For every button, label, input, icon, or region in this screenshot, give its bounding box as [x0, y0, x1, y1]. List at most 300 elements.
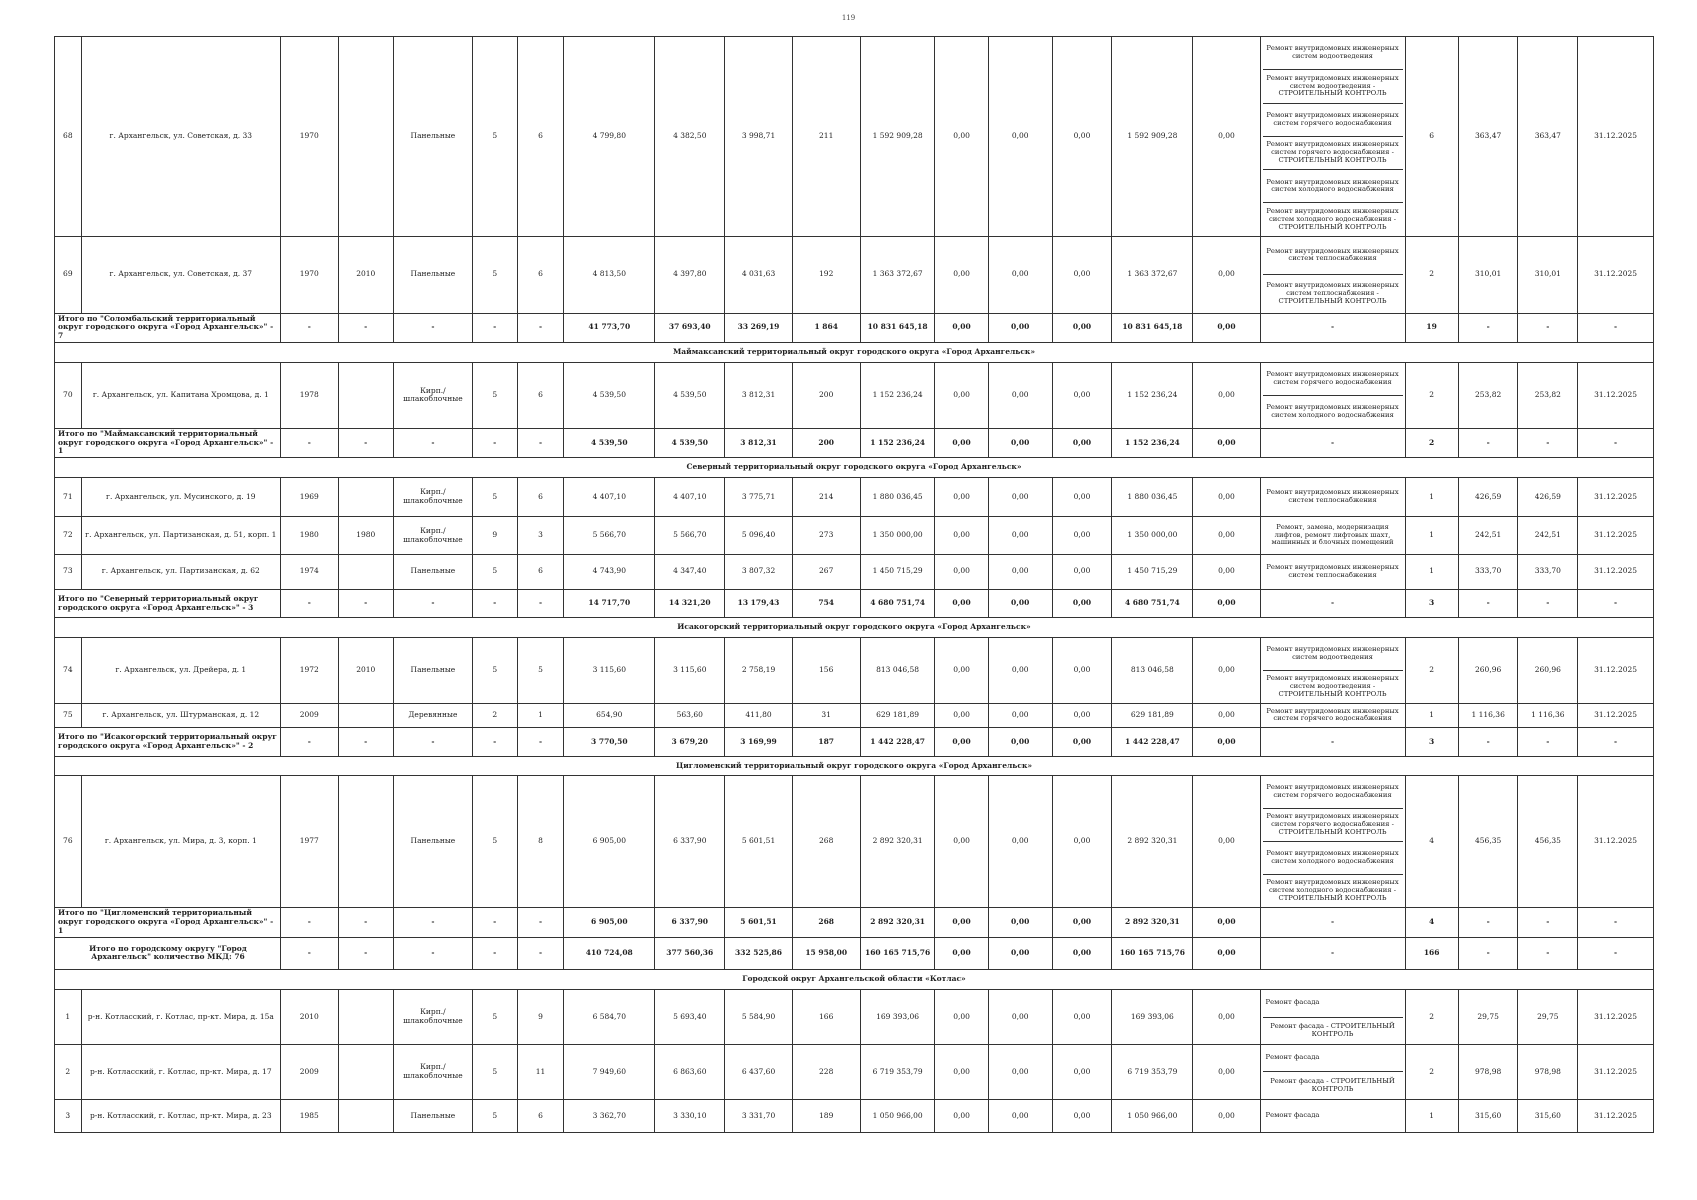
- table-row: [55, 554, 1654, 589]
- work-item: Ремонт внутридомовых инженерных систем холодного водоснабжения - СТРОИТЕЛЬНЫЙ КОНТРОЛЬ: [1266, 878, 1399, 902]
- cell-wcount: 4: [1405, 776, 1458, 908]
- cell-residents: 268: [792, 776, 860, 908]
- total-c5: 0,00: [1193, 313, 1260, 342]
- cell-floors: 5: [472, 362, 517, 428]
- total-area-all: 377 560,36: [655, 937, 725, 970]
- works-list: [1263, 638, 1403, 703]
- cell-u2: 260,96: [1518, 638, 1578, 704]
- table-row: [55, 1045, 1654, 1100]
- cell-u2: 1 116,36: [1518, 703, 1578, 727]
- total-residents: 187: [792, 728, 860, 757]
- cell-c1: 0,00: [935, 1045, 988, 1100]
- repair-register-table: [54, 36, 1654, 1133]
- empty-cell: -: [1458, 589, 1518, 618]
- cell-year-rec: [338, 554, 393, 589]
- total-label: Итого по городскому округу "Город Архангельск" количество МКД: 76: [55, 937, 281, 970]
- cell-year-rec: [338, 1045, 393, 1100]
- cell-c5: 0,00: [1193, 517, 1260, 554]
- work-item: Ремонт внутридомовых инженерных систем теплоснабжения: [1263, 237, 1403, 275]
- cell-cost-total: 2 892 320,31: [860, 776, 935, 908]
- subtotal-row: [55, 908, 1654, 937]
- cell-num: 1: [55, 990, 82, 1045]
- cell-c2: 0,00: [988, 776, 1052, 908]
- cell-year-built: 2009: [280, 1045, 338, 1100]
- empty-cell: -: [1260, 728, 1405, 757]
- cell-c1: 0,00: [935, 517, 988, 554]
- cell-addr: р-н. Котласский, г. Котлас, пр-кт. Мира, д. 17: [81, 1045, 280, 1100]
- cell-wcount: 2: [1405, 990, 1458, 1045]
- cell-year-built: 1985: [280, 1099, 338, 1132]
- work-item: Ремонт внутридомовых инженерных систем холодного водоснабжения: [1263, 170, 1403, 203]
- total-c1: 0,00: [935, 937, 988, 970]
- cell-area-total: 3 115,60: [564, 638, 655, 704]
- cell-c3: 0,00: [1052, 776, 1112, 908]
- total-c1: 0,00: [935, 589, 988, 618]
- cell-area-res: 3 331,70: [725, 1099, 792, 1132]
- total-c5: 0,00: [1193, 589, 1260, 618]
- cell-c2: 0,00: [988, 517, 1052, 554]
- empty-cell: -: [472, 313, 517, 342]
- total-c2: 0,00: [988, 428, 1052, 457]
- cell-c4: 1 592 909,28: [1112, 37, 1193, 237]
- cell-u1: 1 116,36: [1458, 703, 1518, 727]
- cell-u2: 29,75: [1518, 990, 1578, 1045]
- cell-area-all: 563,60: [655, 703, 725, 727]
- work-item: Ремонт внутридомовых инженерных систем водоотведения: [1263, 37, 1403, 70]
- cell-wcount: 2: [1405, 1045, 1458, 1100]
- cell-cost-total: 1 880 036,45: [860, 477, 935, 517]
- cell-u1: 333,70: [1458, 554, 1518, 589]
- cell-year-built: 1980: [280, 517, 338, 554]
- empty-cell: -: [1518, 908, 1578, 937]
- cell-year-built: 2010: [280, 990, 338, 1045]
- cell-area-total: 4 813,50: [564, 236, 655, 313]
- empty-cell: -: [517, 313, 564, 342]
- empty-cell: -: [1578, 728, 1654, 757]
- total-c5: 0,00: [1193, 908, 1260, 937]
- total-c4: 1 442 228,47: [1112, 728, 1193, 757]
- cell-u1: 29,75: [1458, 990, 1518, 1045]
- cell-area-all: 3 115,60: [655, 638, 725, 704]
- total-c3: 0,00: [1052, 728, 1112, 757]
- works-list: [1263, 478, 1403, 517]
- cell-num: 70: [55, 362, 82, 428]
- total-work-count: 19: [1405, 313, 1458, 342]
- works-cell: [1260, 776, 1405, 908]
- cell-cost-total: 1 152 236,24: [860, 362, 935, 428]
- cell-area-res: 5 601,51: [725, 776, 792, 908]
- empty-cell: -: [1458, 728, 1518, 757]
- cell-walls: Кирп./шлакоблочные: [393, 362, 472, 428]
- cell-date: 31.12.2025: [1578, 554, 1654, 589]
- works-list: [1263, 555, 1403, 589]
- cell-c2: 0,00: [988, 37, 1052, 237]
- empty-cell: -: [393, 313, 472, 342]
- cell-c2: 0,00: [988, 236, 1052, 313]
- total-c3: 0,00: [1052, 937, 1112, 970]
- cell-u1: 253,82: [1458, 362, 1518, 428]
- works-cell: [1260, 638, 1405, 704]
- cell-year-rec: [338, 37, 393, 237]
- cell-c1: 0,00: [935, 477, 988, 517]
- work-item: Ремонт фасада - СТРОИТЕЛЬНЫЙ КОНТРОЛЬ: [1270, 1076, 1395, 1093]
- work-item: Ремонт внутридомовых инженерных систем теплоснабжения: [1266, 562, 1399, 579]
- cell-year-rec: [338, 990, 393, 1045]
- cell-year-built: 1974: [280, 554, 338, 589]
- total-area-all: 3 679,20: [655, 728, 725, 757]
- cell-c5: 0,00: [1193, 990, 1260, 1045]
- works-cell: [1260, 990, 1405, 1045]
- empty-cell: -: [1260, 937, 1405, 970]
- cell-area-res: 6 437,60: [725, 1045, 792, 1100]
- cell-wcount: 6: [1405, 37, 1458, 237]
- empty-cell: -: [338, 313, 393, 342]
- cell-c3: 0,00: [1052, 703, 1112, 727]
- total-area-res: 33 269,19: [725, 313, 792, 342]
- works-list: [1263, 776, 1403, 907]
- empty-cell: -: [338, 937, 393, 970]
- cell-c5: 0,00: [1193, 236, 1260, 313]
- cell-cost-total: 1 450 715,29: [860, 554, 935, 589]
- empty-cell: -: [1578, 428, 1654, 457]
- empty-cell: -: [1458, 937, 1518, 970]
- cell-year-rec: 2010: [338, 638, 393, 704]
- cell-date: 31.12.2025: [1578, 477, 1654, 517]
- cell-wcount: 1: [1405, 703, 1458, 727]
- cell-cost-total: 1 363 372,67: [860, 236, 935, 313]
- empty-cell: -: [1260, 908, 1405, 937]
- cell-c4: 2 892 320,31: [1112, 776, 1193, 908]
- cell-area-all: 5 693,40: [655, 990, 725, 1045]
- cell-wcount: 2: [1405, 362, 1458, 428]
- empty-cell: -: [517, 589, 564, 618]
- total-area-total: 4 539,50: [564, 428, 655, 457]
- cell-residents: 200: [792, 362, 860, 428]
- cell-c5: 0,00: [1193, 37, 1260, 237]
- cell-c2: 0,00: [988, 638, 1052, 704]
- total-label: Итого по "Северный территориальный округ городского округа «Город Архангельск»" - 3: [55, 589, 281, 618]
- cell-walls: Кирп./шлакоблочные: [393, 517, 472, 554]
- empty-cell: -: [393, 937, 472, 970]
- cell-c3: 0,00: [1052, 1099, 1112, 1132]
- empty-cell: -: [1458, 428, 1518, 457]
- cell-u1: 315,60: [1458, 1099, 1518, 1132]
- total-c4: 160 165 715,76: [1112, 937, 1193, 970]
- works-cell: [1260, 554, 1405, 589]
- table-row: [55, 517, 1654, 554]
- cell-num: 74: [55, 638, 82, 704]
- cell-entrances: 5: [517, 638, 564, 704]
- cell-cost-total: 813 046,58: [860, 638, 935, 704]
- cell-year-built: 2009: [280, 703, 338, 727]
- cell-c2: 0,00: [988, 477, 1052, 517]
- cell-residents: 228: [792, 1045, 860, 1100]
- cell-area-total: 6 584,70: [564, 990, 655, 1045]
- cell-c4: 6 719 353,79: [1112, 1045, 1193, 1100]
- cell-u2: 426,59: [1518, 477, 1578, 517]
- cell-c4: 1 880 036,45: [1112, 477, 1193, 517]
- cell-area-all: 5 566,70: [655, 517, 725, 554]
- cell-wcount: 2: [1405, 236, 1458, 313]
- table-row: [55, 362, 1654, 428]
- works-list: [1263, 704, 1403, 727]
- cell-num: 69: [55, 236, 82, 313]
- total-label: Итого по "Соломбальский территориальный округ городского округа «Город Архангельск»" - 7: [55, 313, 281, 342]
- works-cell: [1260, 477, 1405, 517]
- cell-c4: 1 350 000,00: [1112, 517, 1193, 554]
- grand-total-row: [55, 937, 1654, 970]
- total-label: Итого по "Исакогорский территориальный округ городского округа «Город Архангельск»" - 2: [55, 728, 281, 757]
- empty-cell: -: [1518, 937, 1578, 970]
- cell-num: 71: [55, 477, 82, 517]
- empty-cell: -: [393, 589, 472, 618]
- cell-addr: г. Архангельск, ул. Советская, д. 33: [81, 37, 280, 237]
- total-c2: 0,00: [988, 937, 1052, 970]
- empty-cell: -: [472, 428, 517, 457]
- total-residents: 754: [792, 589, 860, 618]
- total-c3: 0,00: [1052, 589, 1112, 618]
- work-item: Ремонт фасада: [1263, 1045, 1403, 1072]
- cell-area-total: 6 905,00: [564, 776, 655, 908]
- empty-cell: -: [472, 728, 517, 757]
- total-c3: 0,00: [1052, 908, 1112, 937]
- cell-residents: 267: [792, 554, 860, 589]
- cell-entrances: 6: [517, 362, 564, 428]
- total-cost-total: 4 680 751,74: [860, 589, 935, 618]
- empty-cell: -: [1260, 589, 1405, 618]
- cell-c1: 0,00: [935, 776, 988, 908]
- works-list: [1263, 237, 1403, 313]
- cell-date: 31.12.2025: [1578, 703, 1654, 727]
- cell-u1: 242,51: [1458, 517, 1518, 554]
- subtotal-row: [55, 313, 1654, 342]
- cell-area-res: 3 998,71: [725, 37, 792, 237]
- cell-floors: 5: [472, 990, 517, 1045]
- cell-c5: 0,00: [1193, 1045, 1260, 1100]
- cell-walls: Кирп./шлакоблочные: [393, 1045, 472, 1100]
- cell-wcount: 1: [1405, 554, 1458, 589]
- cell-u1: 456,35: [1458, 776, 1518, 908]
- cell-area-res: 5 584,90: [725, 990, 792, 1045]
- cell-num: 75: [55, 703, 82, 727]
- section-header-row: [55, 618, 1654, 638]
- cell-walls: Деревянные: [393, 703, 472, 727]
- cell-c4: 813 046,58: [1112, 638, 1193, 704]
- empty-cell: -: [472, 589, 517, 618]
- section-title: Городской округ Архангельской области «Котлас»: [55, 970, 1654, 990]
- cell-u2: 253,82: [1518, 362, 1578, 428]
- cell-u2: 456,35: [1518, 776, 1578, 908]
- total-c3: 0,00: [1052, 428, 1112, 457]
- empty-cell: -: [472, 908, 517, 937]
- empty-cell: -: [1518, 589, 1578, 618]
- work-item: Ремонт фасада: [1263, 990, 1403, 1017]
- cell-c3: 0,00: [1052, 554, 1112, 589]
- total-label: Итого по "Маймаксанский территориальный округ городского округа «Город Архангельск»" - 1: [55, 428, 281, 457]
- total-area-all: 14 321,20: [655, 589, 725, 618]
- cell-area-all: 6 337,90: [655, 776, 725, 908]
- cell-walls: Панельные: [393, 554, 472, 589]
- cell-c2: 0,00: [988, 554, 1052, 589]
- work-item: Ремонт внутридомовых инженерных систем холодного водоснабжения: [1266, 402, 1399, 419]
- cell-c3: 0,00: [1052, 236, 1112, 313]
- cell-c1: 0,00: [935, 554, 988, 589]
- subtotal-row: [55, 428, 1654, 457]
- work-item: Ремонт внутридомовых инженерных систем горячего водоснабжения: [1263, 776, 1403, 809]
- cell-c4: 1 363 372,67: [1112, 236, 1193, 313]
- work-item: Ремонт внутридомовых инженерных систем горячего водоснабжения - СТРОИТЕЛЬНЫЙ КОНТРОЛЬ: [1263, 137, 1403, 170]
- cell-addr: р-н. Котласский, г. Котлас, пр-кт. Мира, д. 15а: [81, 990, 280, 1045]
- total-residents: 15 958,00: [792, 937, 860, 970]
- total-residents: 268: [792, 908, 860, 937]
- cell-addr: г. Архангельск, ул. Дрейера, д. 1: [81, 638, 280, 704]
- cell-floors: 5: [472, 37, 517, 237]
- cell-area-total: 5 566,70: [564, 517, 655, 554]
- cell-residents: 192: [792, 236, 860, 313]
- section-header-row: [55, 756, 1654, 776]
- work-item: Ремонт внутридомовых инженерных систем холодного водоснабжения: [1263, 842, 1403, 875]
- works-cell: [1260, 37, 1405, 237]
- cell-c2: 0,00: [988, 703, 1052, 727]
- cell-area-all: 3 330,10: [655, 1099, 725, 1132]
- works-list: [1263, 363, 1403, 428]
- cell-cost-total: 1 592 909,28: [860, 37, 935, 237]
- cell-walls: Панельные: [393, 638, 472, 704]
- empty-cell: -: [280, 589, 338, 618]
- works-cell: [1260, 703, 1405, 727]
- cell-c4: 629 181,89: [1112, 703, 1193, 727]
- cell-num: 3: [55, 1099, 82, 1132]
- total-work-count: 2: [1405, 428, 1458, 457]
- total-area-total: 3 770,50: [564, 728, 655, 757]
- cell-c1: 0,00: [935, 703, 988, 727]
- cell-walls: Кирп./шлакоблочные: [393, 990, 472, 1045]
- cell-floors: 2: [472, 703, 517, 727]
- empty-cell: -: [517, 728, 564, 757]
- section-header-row: [55, 343, 1654, 363]
- cell-cost-total: 629 181,89: [860, 703, 935, 727]
- total-area-total: 6 905,00: [564, 908, 655, 937]
- work-item: Ремонт внутридомовых инженерных систем теплоснабжения - СТРОИТЕЛЬНЫЙ КОНТРОЛЬ: [1266, 281, 1399, 305]
- cell-date: 31.12.2025: [1578, 1099, 1654, 1132]
- empty-cell: -: [338, 908, 393, 937]
- work-item: Ремонт внутридомовых инженерных систем горячего водоснабжения: [1263, 104, 1403, 137]
- work-item: Ремонт внутридомовых инженерных систем горячего водоснабжения - СТРОИТЕЛЬНЫЙ КОНТРОЛЬ: [1263, 809, 1403, 842]
- works-list: [1263, 1045, 1403, 1099]
- works-list: [1263, 1100, 1403, 1132]
- cell-c2: 0,00: [988, 1099, 1052, 1132]
- cell-num: 2: [55, 1045, 82, 1100]
- cell-floors: 5: [472, 554, 517, 589]
- cell-residents: 166: [792, 990, 860, 1045]
- cell-entrances: 8: [517, 776, 564, 908]
- total-c1: 0,00: [935, 728, 988, 757]
- cell-date: 31.12.2025: [1578, 1045, 1654, 1100]
- cell-residents: 273: [792, 517, 860, 554]
- cell-area-total: 3 362,70: [564, 1099, 655, 1132]
- cell-c3: 0,00: [1052, 517, 1112, 554]
- total-area-res: 13 179,43: [725, 589, 792, 618]
- works-cell: [1260, 362, 1405, 428]
- cell-walls: Панельные: [393, 776, 472, 908]
- cell-floors: 5: [472, 638, 517, 704]
- cell-residents: 156: [792, 638, 860, 704]
- table-row: [55, 638, 1654, 704]
- table-row: [55, 37, 1654, 237]
- cell-area-all: 4 539,50: [655, 362, 725, 428]
- cell-u2: 363,47: [1518, 37, 1578, 237]
- cell-cost-total: 1 050 966,00: [860, 1099, 935, 1132]
- work-item: Ремонт внутридомовых инженерных систем водоотведения: [1263, 638, 1403, 671]
- total-c5: 0,00: [1193, 428, 1260, 457]
- total-cost-total: 160 165 715,76: [860, 937, 935, 970]
- empty-cell: -: [1578, 937, 1654, 970]
- total-work-count: 166: [1405, 937, 1458, 970]
- total-c4: 2 892 320,31: [1112, 908, 1193, 937]
- cell-c3: 0,00: [1052, 477, 1112, 517]
- cell-date: 31.12.2025: [1578, 638, 1654, 704]
- cell-cost-total: 169 393,06: [860, 990, 935, 1045]
- cell-entrances: 1: [517, 703, 564, 727]
- work-item: Ремонт внутридомовых инженерных систем водоотведения - СТРОИТЕЛЬНЫЙ КОНТРОЛЬ: [1263, 70, 1403, 103]
- empty-cell: -: [1260, 428, 1405, 457]
- empty-cell: -: [393, 728, 472, 757]
- cell-date: 31.12.2025: [1578, 37, 1654, 237]
- works-cell: [1260, 236, 1405, 313]
- cell-entrances: 6: [517, 1099, 564, 1132]
- cell-area-all: 6 863,60: [655, 1045, 725, 1100]
- cell-floors: 5: [472, 477, 517, 517]
- cell-year-built: 1969: [280, 477, 338, 517]
- cell-date: 31.12.2025: [1578, 776, 1654, 908]
- cell-walls: Панельные: [393, 37, 472, 237]
- cell-addr: г. Архангельск, ул. Советская, д. 37: [81, 236, 280, 313]
- total-residents: 1 864: [792, 313, 860, 342]
- total-c5: 0,00: [1193, 937, 1260, 970]
- table-row: [55, 990, 1654, 1045]
- cell-wcount: 2: [1405, 638, 1458, 704]
- works-list: [1263, 517, 1403, 553]
- cell-c3: 0,00: [1052, 1045, 1112, 1100]
- empty-cell: -: [338, 728, 393, 757]
- cell-entrances: 11: [517, 1045, 564, 1100]
- cell-addr: г. Архангельск, ул. Партизанская, д. 51, корп. 1: [81, 517, 280, 554]
- empty-cell: -: [1518, 428, 1578, 457]
- cell-wcount: 1: [1405, 1099, 1458, 1132]
- empty-cell: -: [1578, 313, 1654, 342]
- empty-cell: -: [517, 937, 564, 970]
- cell-u1: 426,59: [1458, 477, 1518, 517]
- cell-area-res: 4 031,63: [725, 236, 792, 313]
- work-item: Ремонт внутридомовых инженерных систем водоотведения - СТРОИТЕЛЬНЫЙ КОНТРОЛЬ: [1266, 674, 1399, 698]
- cell-year-built: 1970: [280, 37, 338, 237]
- empty-cell: -: [280, 428, 338, 457]
- cell-area-total: 4 407,10: [564, 477, 655, 517]
- cell-year-rec: [338, 703, 393, 727]
- cell-floors: 5: [472, 1099, 517, 1132]
- cell-date: 31.12.2025: [1578, 362, 1654, 428]
- cell-date: 31.12.2025: [1578, 990, 1654, 1045]
- total-cost-total: 2 892 320,31: [860, 908, 935, 937]
- cell-c2: 0,00: [988, 362, 1052, 428]
- cell-entrances: 9: [517, 990, 564, 1045]
- total-label: Итого по "Цигломенский территориальный округ городского округа «Город Архангельск»" - 1: [55, 908, 281, 937]
- total-c4: 1 152 236,24: [1112, 428, 1193, 457]
- cell-c1: 0,00: [935, 990, 988, 1045]
- empty-cell: -: [393, 428, 472, 457]
- total-c3: 0,00: [1052, 313, 1112, 342]
- cell-c5: 0,00: [1193, 554, 1260, 589]
